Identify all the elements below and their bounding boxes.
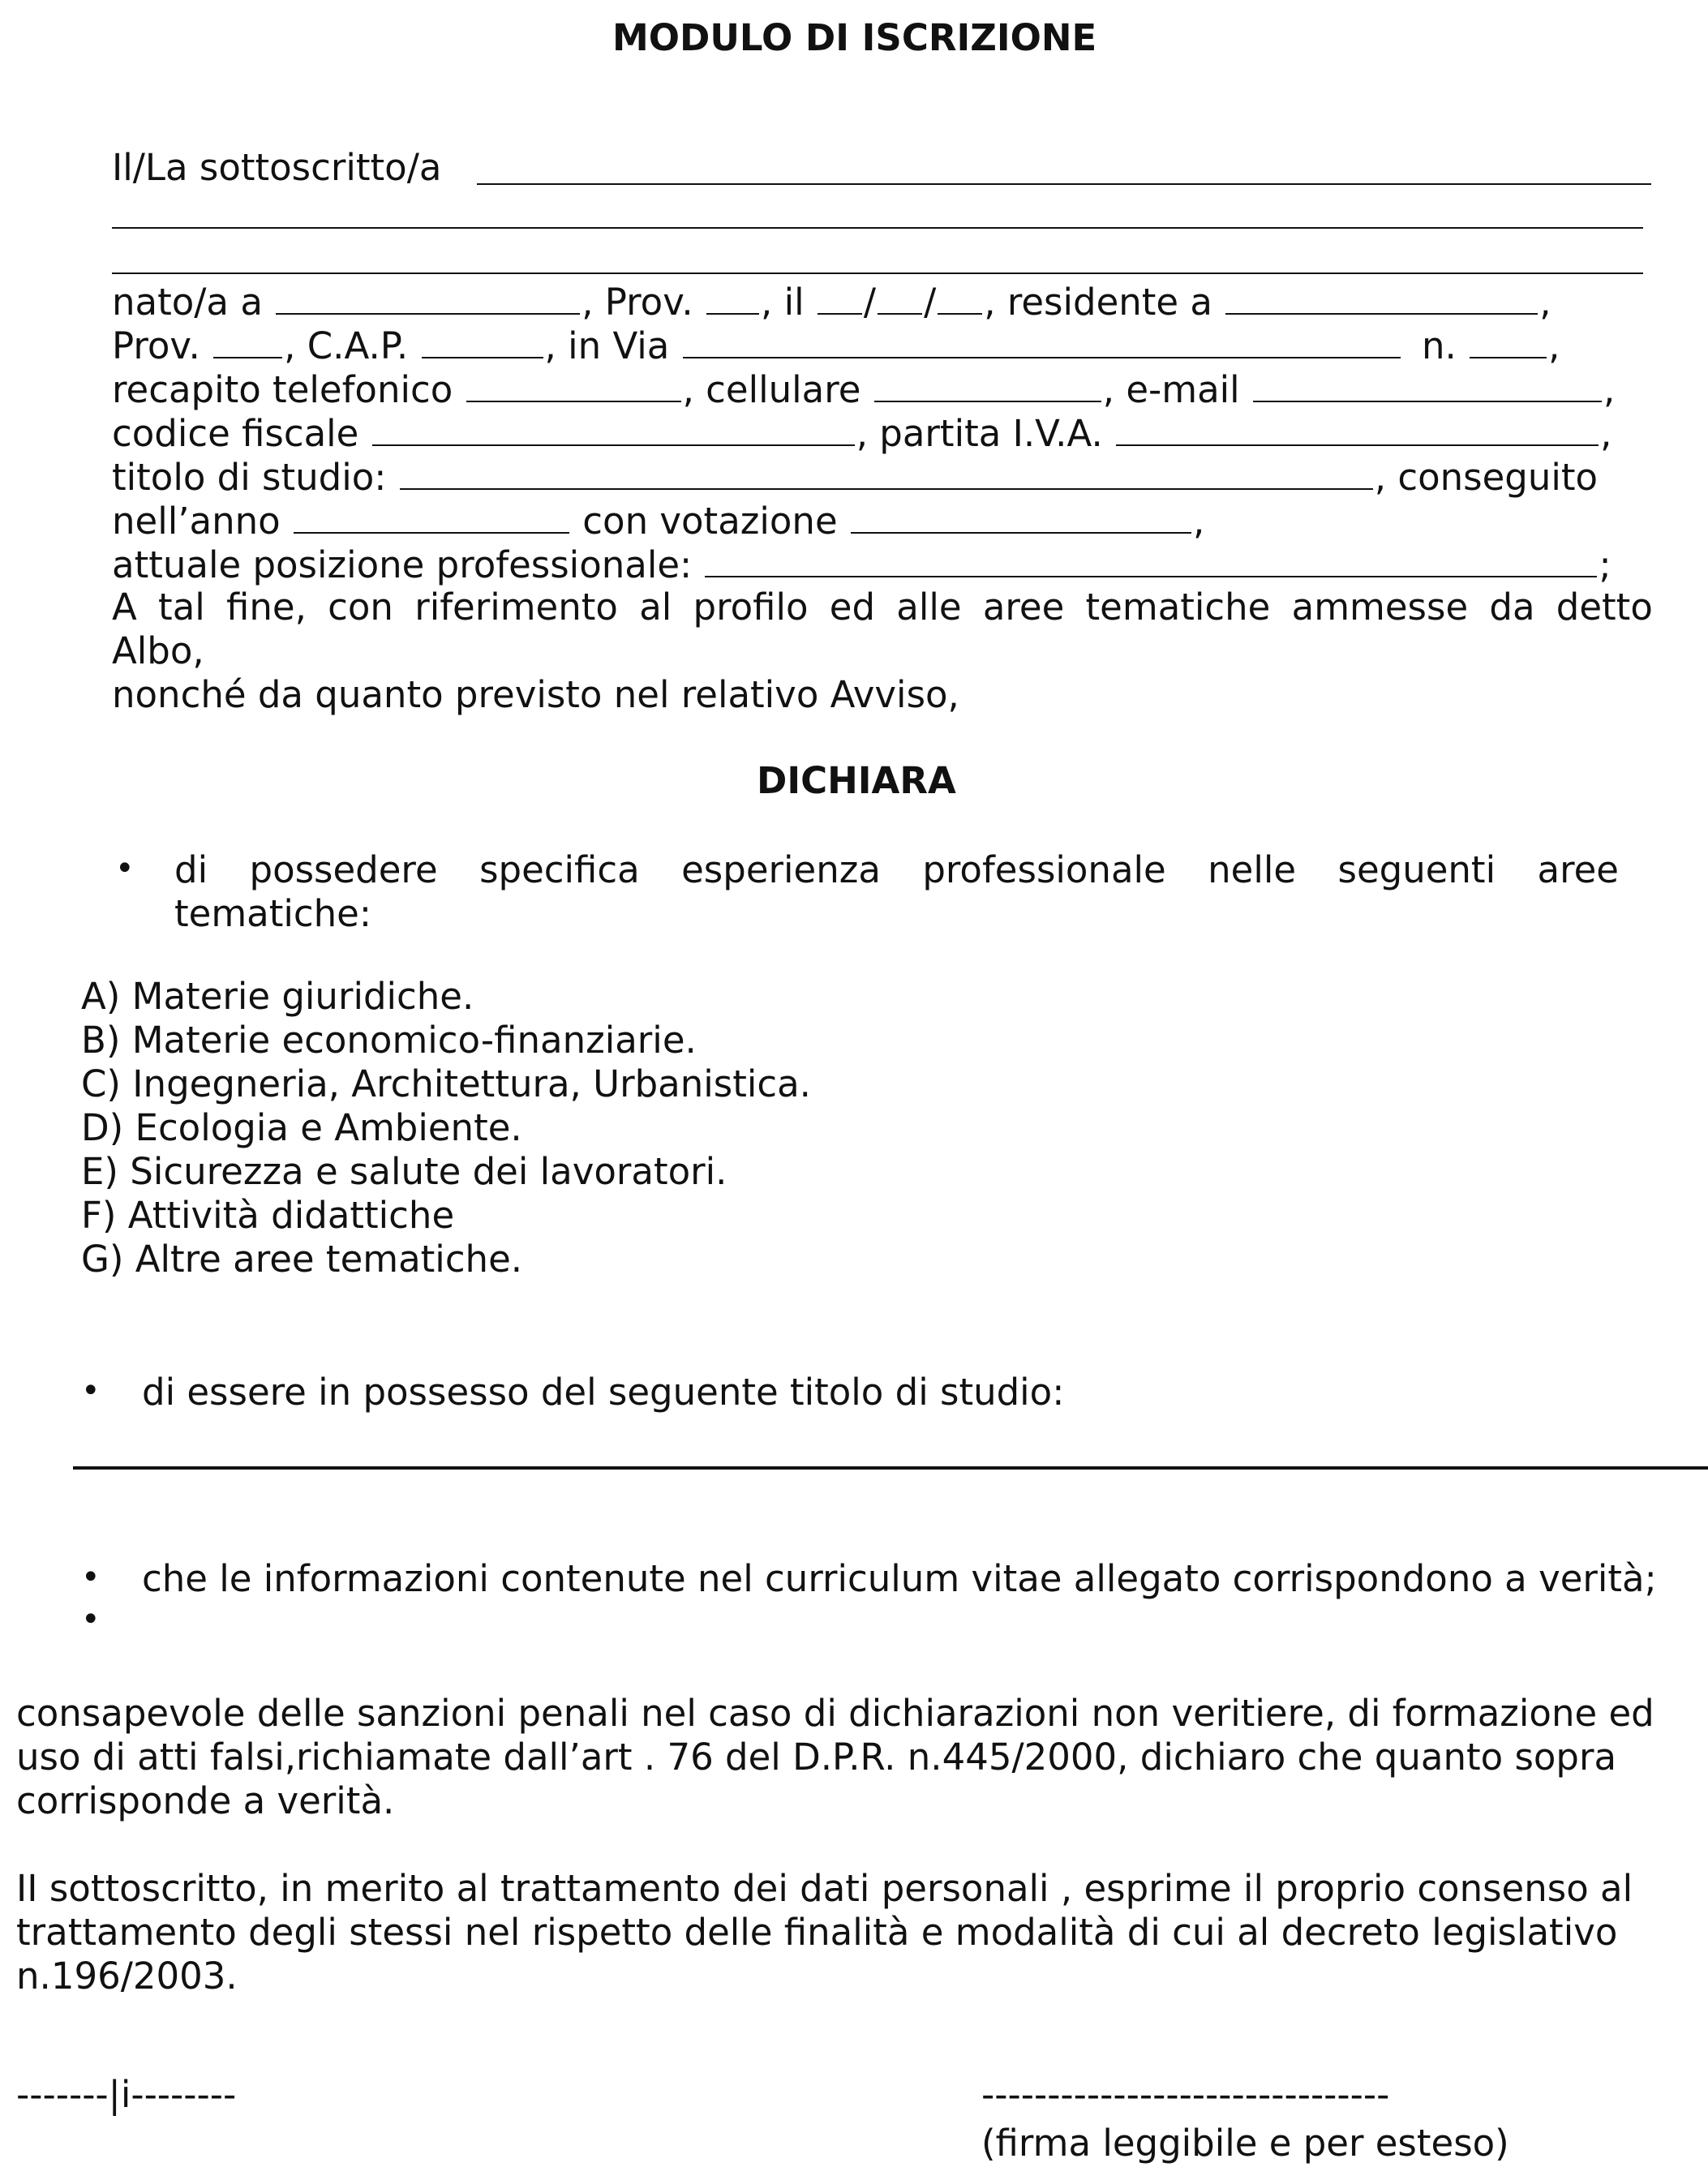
experience-word: specifica — [479, 848, 640, 891]
purpose-word: A — [112, 586, 137, 629]
born-label: nato/a a — [112, 281, 263, 324]
purpose-word: profilo — [693, 586, 809, 629]
form-title: MODULO DI ISCRIZIONE — [612, 16, 1097, 59]
year-field[interactable] — [294, 498, 569, 534]
email-label: , e-mail — [1102, 368, 1240, 411]
address-row — [112, 323, 1560, 368]
degree-field[interactable] — [73, 1466, 1708, 1470]
sanctions-paragraph: consapevole delle sanzioni penali nel caso di dichiarazioni non veritiere, di formazione ed uso di atti falsi,richiamate dall’art . 76 del D.P.R. n.445/2000, dichiaro che quanto sopra corrisponde a verità. — [16, 1692, 1654, 1822]
area-item: D) Ecologia e Ambiente. — [81, 1106, 522, 1149]
study-title-field[interactable] — [400, 454, 1373, 490]
area-item: G) Altre aree tematiche. — [81, 1238, 523, 1281]
purpose-word: aree — [982, 586, 1065, 629]
comma-4: , — [1600, 412, 1612, 455]
mobile-field[interactable] — [874, 367, 1101, 402]
experience-word: di — [174, 848, 208, 891]
date-label: , il — [760, 281, 805, 324]
bullet-degree: • — [81, 1372, 101, 1410]
purpose-word: alle — [896, 586, 962, 629]
purpose-word: ammesse — [1291, 586, 1469, 629]
experience-word: aree — [1537, 848, 1619, 891]
bullet-experience: • — [115, 850, 135, 887]
purpose-word: fine, — [226, 586, 307, 629]
purpose-word: da — [1489, 586, 1535, 629]
cap-label: , C.A.P. — [284, 324, 409, 367]
residence-prov-field[interactable] — [213, 323, 282, 358]
year-label: nell’anno — [112, 500, 281, 543]
position-field[interactable] — [705, 542, 1597, 577]
purpose-line-2: Albo, — [112, 629, 204, 672]
street-number-field[interactable] — [1470, 323, 1547, 358]
phone-field[interactable] — [466, 367, 681, 402]
mobile-label: , cellulare — [682, 368, 861, 411]
subscriber-label: Il/La sottoscritto/a — [112, 146, 442, 189]
purpose-word: al — [639, 586, 672, 629]
via-label: , in Via — [544, 324, 670, 367]
date-sep-1: / — [863, 281, 877, 324]
fiscal-code-label: codice fiscale — [112, 412, 359, 455]
subscriber-extra-line-2[interactable] — [112, 272, 1643, 274]
area-item: F) Attività didattiche — [81, 1194, 455, 1237]
date-sep-2: / — [924, 281, 937, 324]
comma-2: , — [1548, 324, 1560, 367]
experience-word: professionale — [922, 848, 1166, 891]
signature-field[interactable]: ------------------------------- — [981, 2073, 1390, 2116]
comma-1: , — [1539, 281, 1551, 324]
comma-5: , — [1192, 500, 1205, 543]
birth-month-field[interactable] — [878, 279, 922, 315]
phone-label: recapito telefonico — [112, 368, 453, 411]
experience-word: seguenti — [1337, 848, 1496, 891]
purpose-word: ed — [829, 586, 876, 629]
grade-field[interactable] — [851, 498, 1191, 534]
birth-year-field[interactable] — [938, 279, 982, 315]
declaration-heading: DICHIARA — [757, 759, 956, 802]
email-field[interactable] — [1253, 367, 1602, 402]
purpose-word: detto — [1556, 586, 1653, 629]
subscriber-extra-line-1[interactable] — [112, 227, 1643, 229]
year-grade-row — [112, 498, 1204, 543]
degree-statement: di essere in possesso del seguente titolo di studio: — [142, 1371, 1065, 1414]
area-item: B) Materie economico-finanziarie. — [81, 1019, 697, 1062]
cv-statement: che le informazioni contenute nel curriculum vitae allegato corrispondono a verità; — [142, 1557, 1657, 1600]
experience-word: possedere — [249, 848, 438, 891]
comma-3: , — [1603, 368, 1616, 411]
privacy-paragraph: II sottoscritto, in merito al trattamento dei dati personali , esprime il proprio consenso al trattamento degli stessi nel rispetto delle finalità e modalità di cui al decreto legislativo n.196/2003. — [16, 1867, 1633, 1998]
residence-city-field[interactable] — [1225, 279, 1538, 315]
experience-line-1 — [174, 848, 1619, 892]
purpose-word: riferimento — [414, 586, 618, 629]
street-field[interactable] — [683, 323, 1401, 358]
area-item: C) Ingegneria, Architettura, Urbanistica. — [81, 1062, 811, 1105]
fiscal-code-field[interactable] — [372, 410, 855, 446]
place-date-field[interactable]: -------|i-------- — [16, 2073, 237, 2116]
study-title-row — [112, 454, 1598, 500]
position-row — [112, 542, 1611, 587]
vat-field[interactable] — [1116, 410, 1599, 446]
birth-prov-field[interactable] — [706, 279, 759, 315]
obtained-label: , conseguito — [1374, 456, 1599, 499]
experience-word: nelle — [1208, 848, 1297, 891]
prov-label-1: , Prov. — [581, 281, 693, 324]
purpose-line-1 — [112, 586, 1653, 629]
number-label: n. — [1421, 324, 1457, 367]
area-item: A) Materie giuridiche. — [81, 975, 474, 1018]
purpose-word: con — [328, 586, 393, 629]
subscriber-row — [112, 146, 441, 190]
experience-line-2: tematiche: — [174, 892, 371, 935]
purpose-line-3: nonché da quanto previsto nel relativo Avviso, — [112, 673, 959, 716]
vat-label: , partita I.V.A. — [856, 412, 1103, 455]
birth-day-field[interactable] — [818, 279, 862, 315]
semicolon: ; — [1599, 543, 1611, 586]
subscriber-name-field[interactable] — [477, 183, 1651, 185]
grade-label: con votazione — [582, 500, 838, 543]
position-label: attuale posizione professionale: — [112, 543, 693, 586]
signature-caption: (firma leggibile e per esteso) — [981, 2122, 1509, 2165]
fiscal-row — [112, 410, 1611, 456]
prov-label-2: Prov. — [112, 324, 200, 367]
area-item: E) Sicurezza e salute dei lavoratori. — [81, 1150, 727, 1193]
contacts-row — [112, 367, 1615, 412]
experience-word: esperienza — [681, 848, 881, 891]
purpose-word: tal — [158, 586, 205, 629]
birthplace-field[interactable] — [276, 279, 580, 315]
bullet-cv: • — [81, 1559, 101, 1596]
purpose-word: tematiche — [1085, 586, 1271, 629]
residence-label: , residente a — [984, 281, 1212, 324]
bullet-empty: • — [81, 1601, 101, 1638]
cap-field[interactable] — [422, 323, 543, 358]
study-title-label: titolo di studio: — [112, 456, 387, 499]
birth-row — [112, 279, 1551, 324]
